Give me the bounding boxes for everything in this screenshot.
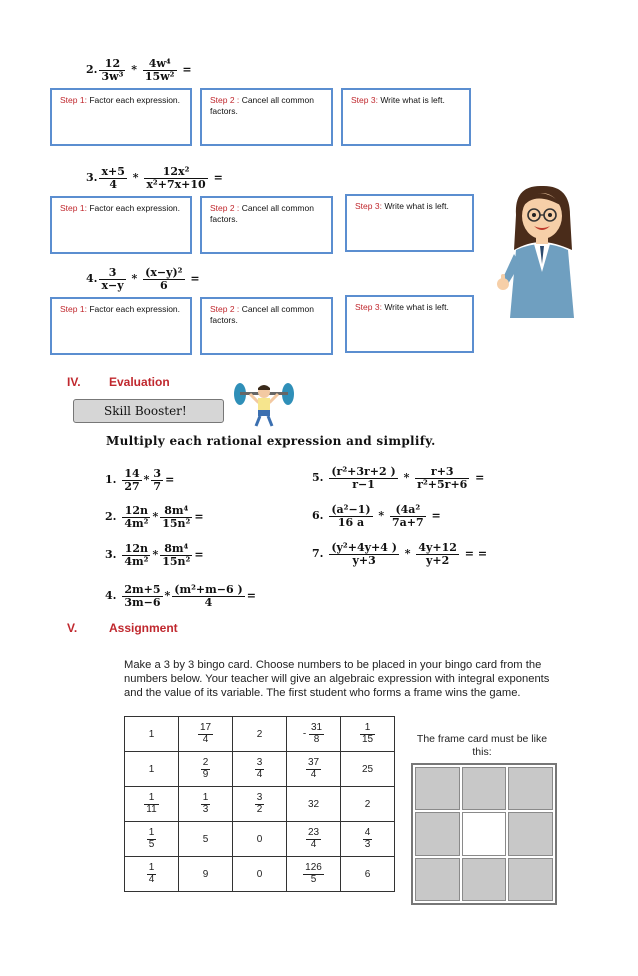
table-row <box>125 787 395 822</box>
denominator: 3 <box>364 838 371 850</box>
table-cell: 6 <box>341 857 395 892</box>
problem-4: 4. $\frac{3}{x-y}$ * $\frac{\text{(x−y)²}}{6}$ = <box>86 266 200 292</box>
fraction: $\frac{\text{(4a²}}{7a+7}$ <box>392 503 424 529</box>
fraction <box>147 863 157 885</box>
numerator: 1 <box>144 793 158 805</box>
table-cell <box>125 822 179 857</box>
fraction: $\frac{3}{7}$ <box>153 467 162 493</box>
fraction: $\frac{12n}{\text{4m²}}$ <box>124 542 149 568</box>
fraction: $\frac{\text{(x−y)²}}{6}$ <box>145 266 183 292</box>
exercise-4: 4. $\frac{2m+5}{3m-6}$ * $\frac{\text{(m²+m−6 )}}{4}$ = <box>105 583 256 609</box>
fraction: $\frac{\text{4w⁴}}{\text{15w²}}$ <box>144 57 175 83</box>
denominator: 5 <box>310 873 317 885</box>
numerator: 1 <box>148 862 155 873</box>
numerator: 1 <box>202 792 209 803</box>
fraction: $\frac{r+3}{\text{r²+5r+6}}$ <box>417 465 468 491</box>
table-cell: 0 <box>233 822 287 857</box>
frame-cell-filled <box>415 858 460 901</box>
step2-box: Step 2 : Cancel all common factors. <box>200 88 333 146</box>
table-cell: 0 <box>233 857 287 892</box>
table-cell <box>125 857 179 892</box>
table-cell: 1 <box>125 752 179 787</box>
instruction: Multiply each rational expression and simplify. <box>106 434 436 448</box>
fraction: $\frac{\text{(r²+3r+2 )}}{r-1}$ <box>331 465 396 491</box>
denominator: 4 <box>256 768 263 780</box>
step1-box: Step 1: Factor each expression. <box>50 88 192 146</box>
denominator: 9 <box>202 768 209 780</box>
frame-card <box>411 763 557 905</box>
denominator: 5 <box>148 838 155 850</box>
frame-cell-filled <box>462 767 507 810</box>
numerator: 126 <box>305 862 322 873</box>
exercise-5: 5. $\frac{\text{(r²+3r+2 )}}{r-1}$ * $\frac{r+3}{\text{r²+5r+6}}$ = <box>312 465 485 491</box>
denominator: 4 <box>310 838 317 850</box>
table-cell <box>233 787 287 822</box>
teacher-illustration <box>494 180 594 320</box>
table-cell <box>125 787 179 822</box>
table-cell: 25 <box>341 752 395 787</box>
frame-cell-filled <box>415 767 460 810</box>
fraction: $\frac{4y+12}{y+2}$ <box>418 541 457 567</box>
step3-box: Step 3: Write what is left. <box>345 295 474 353</box>
fraction: $\frac{\text{8m⁴}}{\text{15n²}}$ <box>162 542 191 568</box>
table-cell: 1 <box>125 717 179 752</box>
frame-cell-filled <box>508 767 553 810</box>
frame-caption: The frame card must be like this: <box>416 733 548 758</box>
fraction: $\frac{\text{(m²+m−6 )}}{4}$ <box>174 583 243 609</box>
frame-cell-filled <box>415 812 460 855</box>
section-evaluation: IV. Evaluation <box>67 375 170 389</box>
frame-cell-empty <box>462 812 507 855</box>
step2-box: Step 2 : Cancel all common factors. <box>200 297 333 355</box>
weightlifter-illustration <box>232 380 296 428</box>
fraction: $\frac{\text{12x²}}{\text{x²+7x+10}}$ <box>146 165 206 191</box>
fraction <box>363 828 373 850</box>
fraction <box>201 793 211 815</box>
table-cell <box>341 717 395 752</box>
table-row <box>125 752 395 787</box>
table-cell <box>179 752 233 787</box>
denominator: 2 <box>256 803 263 815</box>
table-row <box>125 857 395 892</box>
numerator: 23 <box>307 827 320 838</box>
step1-box: Step 1: Factor each expression. <box>50 196 192 254</box>
fraction: $\frac{x+5}{4}$ <box>101 165 125 191</box>
fraction: $\frac{3}{x-y}$ <box>101 266 124 292</box>
denominator: 4 <box>310 768 317 780</box>
table-cell: 2 <box>341 787 395 822</box>
denominator: 15 <box>361 733 374 745</box>
table-row <box>125 717 395 752</box>
fraction <box>144 793 158 815</box>
fraction: $\frac{\text{(a²−1)}}{16 a}$ <box>331 503 371 529</box>
exercise-7: 7. $\frac{\text{(y²+4y+4 )}}{y+3}$ * $\frac{4y+12}{y+2}$ = = <box>312 541 488 567</box>
frame-cell-filled <box>508 812 553 855</box>
fraction <box>255 758 265 780</box>
frame-cell-filled <box>508 858 553 901</box>
denominator: 4 <box>148 873 155 885</box>
table-cell: 2 <box>233 717 287 752</box>
fraction <box>255 793 265 815</box>
section-assignment: V. Assignment <box>67 621 178 635</box>
table-cell <box>233 752 287 787</box>
fraction: $\frac{\text{(y²+4y+4 )}}{y+3}$ <box>331 541 397 567</box>
fraction <box>309 723 324 745</box>
table-cell <box>287 752 341 787</box>
numerator: 3 <box>256 757 263 768</box>
problem-2: 2. $\frac{12}{\text{3w³}}$ * $\frac{\text{4w⁴}}{\text{15w²}}$ = <box>86 57 192 83</box>
table-cell: 5 <box>179 822 233 857</box>
table-cell: 9 <box>179 857 233 892</box>
exercise-1: 1. $\frac{14}{27}$ * $\frac{3}{7}$ = <box>105 467 175 493</box>
fraction: $\frac{12}{\text{3w³}}$ <box>101 57 124 83</box>
table-cell <box>179 717 233 752</box>
fraction <box>201 758 211 780</box>
numerator: 3 <box>256 792 263 803</box>
numerator: 4 <box>364 827 371 838</box>
numerator: 1 <box>148 827 155 838</box>
step3-box: Step 3: Write what is left. <box>341 88 471 146</box>
denominator: 4 <box>202 733 209 745</box>
step3-box: Step 3: Write what is left. <box>345 194 474 252</box>
table-cell <box>341 822 395 857</box>
fraction <box>303 863 324 885</box>
table-cell <box>287 717 341 752</box>
fraction: $\frac{\text{8m⁴}}{\text{15n²}}$ <box>162 504 191 530</box>
table-cell <box>179 787 233 822</box>
fraction <box>306 758 321 780</box>
fraction <box>147 828 157 850</box>
denominator: 8 <box>313 733 320 745</box>
denominator: 3 <box>202 803 209 815</box>
numerator: 31 <box>310 722 323 733</box>
fraction <box>198 723 213 745</box>
fraction <box>360 723 375 745</box>
fraction: $\frac{12n}{\text{4m²}}$ <box>124 504 149 530</box>
fraction: $\frac{14}{27}$ <box>124 467 140 493</box>
problem-3: 3. $\frac{x+5}{4}$ * $\frac{\text{12x²}}{\text{x²+7x+10}}$ = <box>86 165 223 191</box>
step1-box: Step 1: Factor each expression. <box>50 297 192 355</box>
frame-cell-filled <box>462 858 507 901</box>
numerator: 2 <box>202 757 209 768</box>
exercise-2: 2. $\frac{12n}{\text{4m²}}$ * $\frac{\text{8m⁴}}{\text{15n²}}$ = <box>105 504 204 530</box>
fraction: $\frac{2m+5}{3m-6}$ <box>124 583 161 609</box>
exercise-3: 3. $\frac{12n}{\text{4m²}}$ * $\frac{\text{8m⁴}}{\text{15n²}}$ = <box>105 542 204 568</box>
bingo-numbers-table <box>124 716 395 892</box>
denominator: 11 <box>146 803 157 815</box>
table-row <box>125 822 395 857</box>
exercise-6: 6. $\frac{\text{(a²−1)}}{16 a}$ * $\frac{\text{(4a²}}{7a+7}$ = <box>312 503 441 529</box>
step2-box: Step 2 : Cancel all common factors. <box>200 196 333 254</box>
numerator: 1 <box>360 723 375 735</box>
fraction <box>306 828 321 850</box>
table-cell: 32 <box>287 787 341 822</box>
numerator: 37 <box>307 757 320 768</box>
assignment-instructions: Make a 3 by 3 bingo card. Choose numbers to be placed in your bingo card from the numbers below. Your teacher will give an algebraic expression with integral exponents and the value of its variable. The first student who forms a frame wins the game. <box>124 659 550 699</box>
table-cell <box>287 857 341 892</box>
numerator: 17 <box>199 722 212 733</box>
skill-booster-banner: Skill Booster! <box>73 399 224 423</box>
sign: - <box>302 728 309 740</box>
table-cell <box>287 822 341 857</box>
